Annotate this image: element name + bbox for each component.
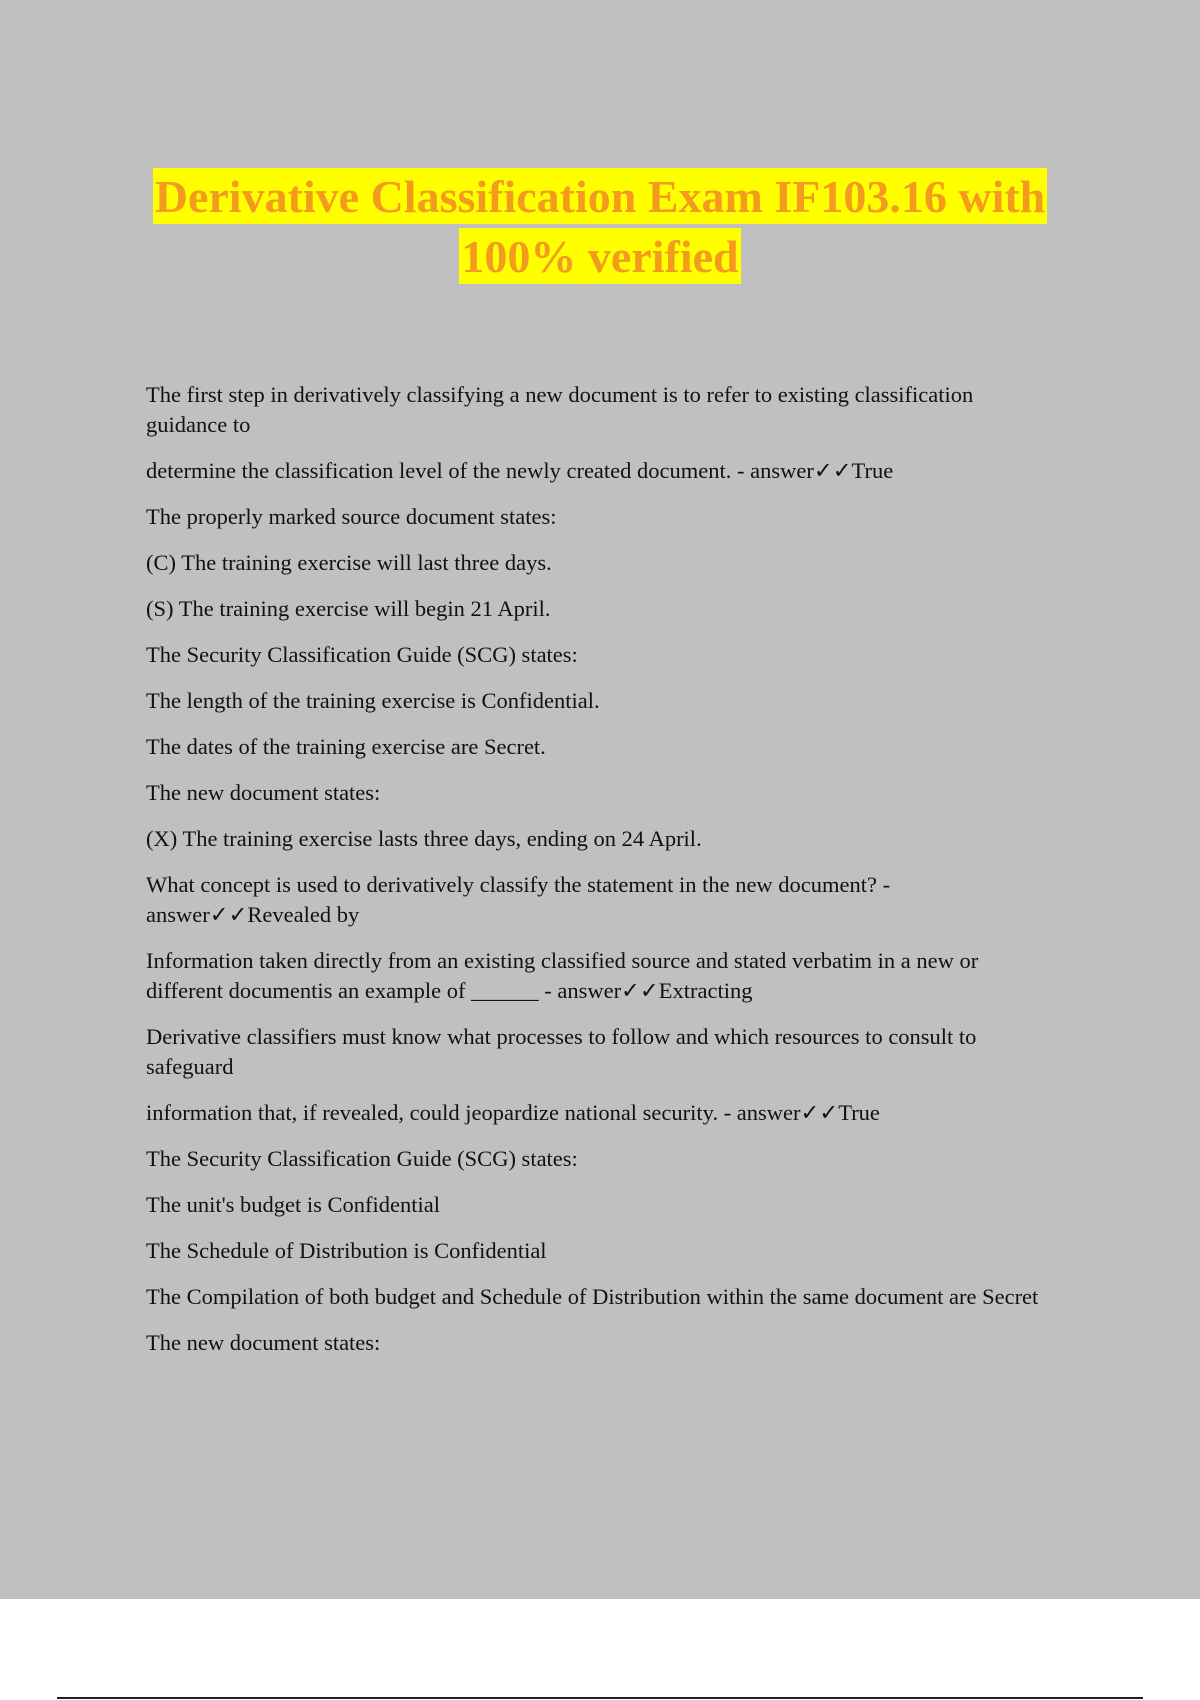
paragraph: The Schedule of Distribution is Confidential <box>146 1238 547 1263</box>
paragraph: Information taken directly from an existing classified source and stated verbatim in a new or different documentis an example of ______ - answer✓✓Extracting <box>146 948 979 1003</box>
paragraph: The length of the training exercise is Confidential. <box>146 688 600 713</box>
paragraph: What concept is used to derivatively classify the statement in the new document? - answer✓✓Revealed by <box>146 872 891 927</box>
footer-divider <box>57 1697 1143 1699</box>
title-line-2: 100% verified <box>459 228 740 284</box>
paragraph: Derivative classifiers must know what processes to follow and which resources to consult to safeguard <box>146 1024 977 1079</box>
paragraph: The dates of the training exercise are Secret. <box>146 734 546 759</box>
paragraph: The Compilation of both budget and Schedule of Distribution within the same document are Secret <box>146 1284 1039 1309</box>
paragraph: The new document states: <box>146 1330 381 1355</box>
paragraph: determine the classification level of the newly created document. - answer✓✓True <box>146 458 894 483</box>
paragraph: (C) The training exercise will last three days. <box>146 550 552 575</box>
paragraph: (S) The training exercise will begin 21 April. <box>146 596 551 621</box>
document-body <box>146 380 1046 1374</box>
paragraph: The unit's budget is Confidential <box>146 1192 441 1217</box>
document-title <box>0 168 1200 288</box>
paragraph: The new document states: <box>146 780 381 805</box>
title-line-1: Derivative Classification Exam IF103.16 with <box>153 168 1048 224</box>
paragraph: The Security Classification Guide (SCG) states: <box>146 642 578 667</box>
paragraph: (X) The training exercise lasts three days, ending on 24 April. <box>146 826 702 851</box>
paragraph: The first step in derivatively classifying a new document is to refer to existing classification guidance to <box>146 382 974 437</box>
paragraph: The Security Classification Guide (SCG) states: <box>146 1146 578 1171</box>
paragraph: information that, if revealed, could jeopardize national security. - answer✓✓True <box>146 1100 880 1125</box>
paragraph: The properly marked source document states: <box>146 504 557 529</box>
